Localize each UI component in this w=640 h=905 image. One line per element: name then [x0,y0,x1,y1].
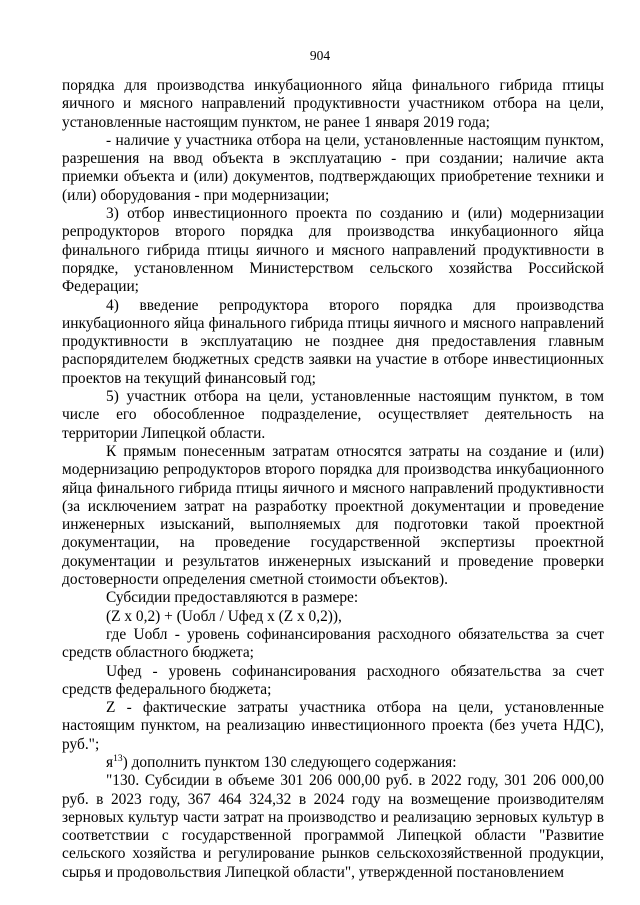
paragraph-ufed: Uфед - уровень софинансирования расходного обязательства за счет средств федерального бюджета; [62,662,604,698]
formula: (Z x 0,2) + (Uобл / Uфед x (Z x 0,2)), [106,607,342,625]
paragraph-5: 5) участник отбора на цели, установленные настоящим пунктом, в том числе его обособленное подразделение, осуществляет деятельность на территории Липецкой области. [62,388,604,442]
paragraph-4: 4) введение репродуктора второго порядка для производства инкубационного яйца финального гибрида птицы яичного и мясного направлений продуктивности в эксплуатацию не позднее дня предоставления главным распорядителем бюджетных средств заявки на участие в отборе инвестиционных проектов на текущий финансовый год; [62,296,604,387]
item-superscript: 13 [113,753,123,764]
paragraph-7: Субсидии предоставляются в размере: [106,589,359,607]
paragraph-uobl: где Uобл - уровень софинансирования расходного обязательства за счет средств областного бюджета; [62,625,604,662]
paragraph-2: - наличие у участника отбора на цели, установленные настоящим пунктом, разрешения на ввод объекта в эксплуатацию - при создании; наличие акта приемки объекта и (или) документов, подтверждающих приобретение техники и (или) оборудования - при модернизации; [62,131,604,204]
paragraph-item-ya13 [62,754,604,772]
document-body [62,77,604,882]
paragraph-1: порядка для производства инкубационного яйца финального гибрида птицы яичного и мясного направлений продуктивности участником отбора на цели, установленные настоящим пунктом, не ранее 1 января 2019 года; [62,77,604,131]
paragraph-6: К прямым понесенным затратам относятся затраты на создание и (или) модернизацию репродукторов второго порядка для производства инкубационного яйца финального гибрида птицы яичного и мясного направлений продуктивности (за исключением затрат на разработку проектной документации и проведение инженерных изысканий, выполняемых для подготовки такой проектной документации, на проведение государственной экспертизы проектной документации и результатов инженерных изысканий и проведение проверки достоверности определения сметной стоимости объектов). [62,442,604,589]
page-number: 904 [309,48,331,63]
item-prefix: я [106,753,114,771]
paragraph-130: "130. Субсидии в объеме 301 206 000,00 руб. в 2022 году, 301 206 000,00 руб. в 2023 году, 367 464 324,32 в 2024 году на возмещение производителям зерновых культур части затрат на производство и реализацию зерновых культур в соответствии с государственной программой Липецкой области "Развитие сельского хозяйства и регулирование рынков сельскохозяйственной продукции, сырья и продовольствия Липецкой области", утвержденной постановлением [62,772,604,881]
item-text: ) дополнить пунктом 130 следующего содержания: [122,753,457,771]
paragraph-z: Z - фактические затраты участника отбора на цели, установленные настоящим пунктом, на реализацию инвестиционного проекта (без учета НДС), руб."; [62,699,604,753]
paragraph-3: 3) отбор инвестиционного проекта по созданию и (или) модернизации репродукторов второго порядка для производства инкубационного яйца финального гибрида птицы яичного и мясного направлений продуктивности в порядке, установленном Министерством сельского хозяйства Российской Федерации; [62,205,604,296]
